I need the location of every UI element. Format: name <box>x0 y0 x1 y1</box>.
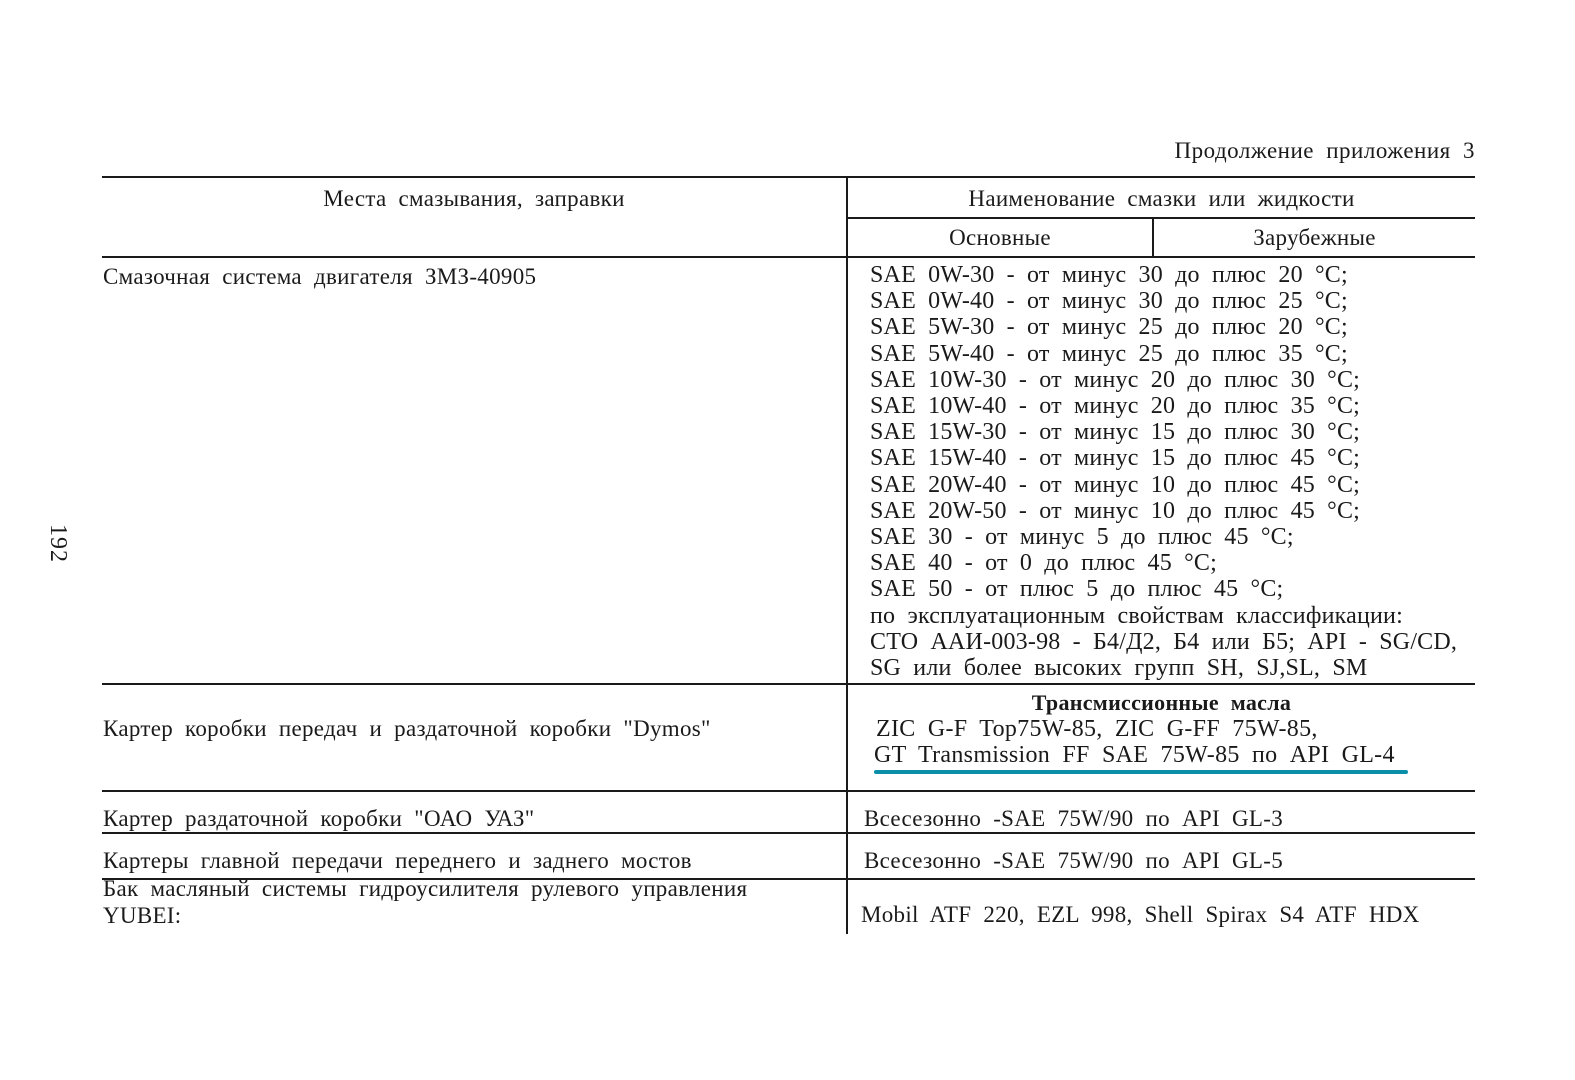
table-top-rule <box>102 176 1475 178</box>
oil-line: по эксплуатационным свойствам классификации: <box>870 602 1403 629</box>
header-lubricant-name: Наименование смазки или жидкости <box>968 186 1355 211</box>
oil-line: SAE 0W-30 - от минус 30 до плюс 20 °C; <box>870 262 1348 288</box>
row2-place: Картер коробки передач и раздаточной коробки "Dymos" <box>103 716 711 741</box>
row3-place: Картер раздаточной коробки "ОАО УАЗ" <box>103 806 535 831</box>
oil-line: SAE 50 - от плюс 5 до плюс 45 °C; <box>870 576 1284 603</box>
row5-place-line2: YUBEI: <box>103 903 182 928</box>
transmission-oils-heading: Трансмиссионные масла <box>1031 690 1292 715</box>
oil-line: SAE 40 - от 0 до плюс 45 °C; <box>870 550 1217 577</box>
oil-line: SAE 15W-40 - от минус 15 до плюс 45 °C; <box>870 445 1361 472</box>
oil-line: SAE 20W-50 - от минус 10 до плюс 45 °C; <box>870 497 1361 524</box>
row4-value: Всесезонно -SAE 75W/90 по API GL-5 <box>864 848 1284 873</box>
row3-bottom-rule <box>102 832 1475 834</box>
transmission-oils-line2: GT Transmission FF SAE 75W-85 по API GL-4 <box>874 742 1395 768</box>
continuation-label: Продолжение приложения 3 <box>1174 138 1475 163</box>
oil-line: SAE 10W-30 - от минус 20 до плюс 30 °C; <box>870 366 1361 393</box>
oil-line: SAE 0W-40 - от минус 30 до плюс 25 °C; <box>870 288 1348 315</box>
engine-oil-list <box>870 262 1457 681</box>
oil-line: SAE 5W-40 - от минус 25 до плюс 35 °C; <box>870 340 1348 367</box>
oil-line: SAE 20W-40 - от минус 10 до плюс 45 °C; <box>870 471 1361 498</box>
header-foreign: Зарубежные <box>1253 225 1376 250</box>
transmission-oils-line1: ZIC G-F Top75W-85, ZIC G-FF 75W-85, <box>876 716 1318 742</box>
row1-bottom-rule <box>102 683 1475 685</box>
page-number: 192 <box>45 524 71 563</box>
oil-line: SG или более высоких групп SH, SJ,SL, SM <box>870 655 1368 682</box>
oil-line: SAE 15W-30 - от минус 15 до плюс 30 °C; <box>870 419 1361 446</box>
oil-line: SAE 5W-30 - от минус 25 до плюс 20 °C; <box>870 314 1348 341</box>
oil-line: СТО ААИ-003-98 - Б4/Д2, Б4 или Б5; API - SG/CD, <box>870 628 1458 655</box>
row3-value: Всесезонно -SAE 75W/90 по API GL-3 <box>864 806 1284 831</box>
oil-line: SAE 30 - от минус 5 до плюс 45 °C; <box>870 524 1294 551</box>
header-sub-rule <box>847 217 1475 219</box>
oil-line: SAE 10W-40 - от минус 20 до плюс 35 °C; <box>870 393 1361 420</box>
column-divider <box>846 176 848 934</box>
header-basic: Основные <box>949 225 1051 250</box>
header-places: Места смазывания, заправки <box>323 186 625 211</box>
header-bottom-rule <box>102 256 1475 258</box>
row1-place: Смазочная система двигателя ЗМЗ-40905 <box>103 264 537 289</box>
row5-value: Mobil ATF 220, EZL 998, Shell Spirax S4 ATF HDX <box>861 902 1420 927</box>
highlight-underline <box>874 770 1408 774</box>
row5-place-line1: Бак масляный системы гидроусилителя рулевого управления <box>103 876 748 901</box>
row2-bottom-rule <box>102 790 1475 792</box>
row4-place: Картеры главной передачи переднего и заднего мостов <box>103 848 692 873</box>
